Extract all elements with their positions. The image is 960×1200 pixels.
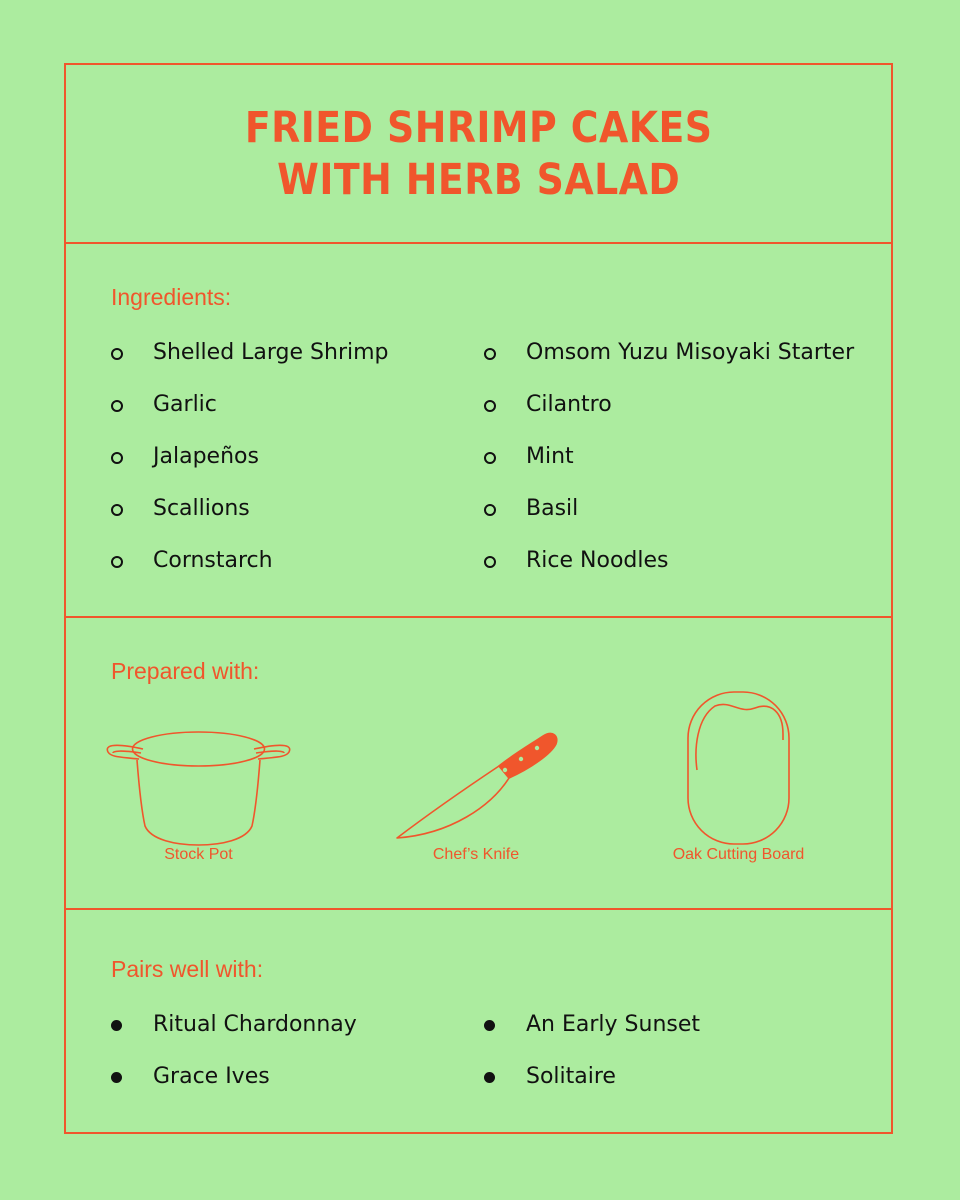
recipe-title <box>245 102 713 206</box>
circle-bullet-icon <box>111 504 123 516</box>
list-item: Shelled Large Shrimp <box>111 338 389 390</box>
list-item: Garlic <box>111 390 389 442</box>
recipe-title-line2: WITH HERB SALAD <box>276 155 681 205</box>
title-section <box>66 65 891 243</box>
list-item: Scallions <box>111 494 389 546</box>
circle-bullet-icon <box>484 504 496 516</box>
list-item: Ritual Chardonnay <box>111 1010 357 1062</box>
cutting-board-icon <box>631 688 846 848</box>
recipe-card <box>64 63 893 1134</box>
circle-bullet-icon <box>484 556 496 568</box>
filled-bullet-icon <box>484 1072 495 1083</box>
tool-stock-pot <box>101 726 296 926</box>
circle-bullet-icon <box>111 556 123 568</box>
recipe-title-line1: FRIED SHRIMP CAKES <box>244 103 713 153</box>
tool-label: Oak Cutting Board <box>672 846 805 863</box>
circle-bullet-icon <box>111 348 123 360</box>
prepared-section <box>66 618 891 908</box>
pairs-list-right <box>484 1010 700 1114</box>
chef-knife-icon <box>381 726 571 846</box>
list-item: Cornstarch <box>111 546 389 598</box>
ingredients-heading: Ingredients: <box>111 284 232 310</box>
ingredients-list-right <box>484 338 854 598</box>
list-item: Grace Ives <box>111 1062 357 1114</box>
filled-bullet-icon <box>111 1020 122 1031</box>
tool-cutting-board <box>631 688 846 888</box>
pairs-section <box>66 910 891 1134</box>
list-item: Mint <box>484 442 854 494</box>
list-item: Jalapeños <box>111 442 389 494</box>
circle-bullet-icon <box>111 400 123 412</box>
list-item: Omsom Yuzu Misoyaki Starter <box>484 338 854 390</box>
circle-bullet-icon <box>111 452 123 464</box>
tool-chefs-knife <box>381 726 571 926</box>
stock-pot-icon <box>101 726 296 846</box>
ingredients-section <box>66 244 891 616</box>
ingredients-list-left <box>111 338 389 598</box>
filled-bullet-icon <box>111 1072 122 1083</box>
list-item: An Early Sunset <box>484 1010 700 1062</box>
list-item: Rice Noodles <box>484 546 854 598</box>
tool-label: Stock Pot <box>164 846 233 863</box>
circle-bullet-icon <box>484 400 496 412</box>
circle-bullet-icon <box>484 452 496 464</box>
pairs-heading: Pairs well with: <box>111 956 264 982</box>
circle-bullet-icon <box>484 348 496 360</box>
filled-bullet-icon <box>484 1020 495 1031</box>
prepared-heading: Prepared with: <box>111 658 260 684</box>
list-item: Solitaire <box>484 1062 700 1114</box>
pairs-list-left <box>111 1010 357 1114</box>
tool-label: Chef’s Knife <box>432 846 520 863</box>
list-item: Basil <box>484 494 854 546</box>
list-item: Cilantro <box>484 390 854 442</box>
